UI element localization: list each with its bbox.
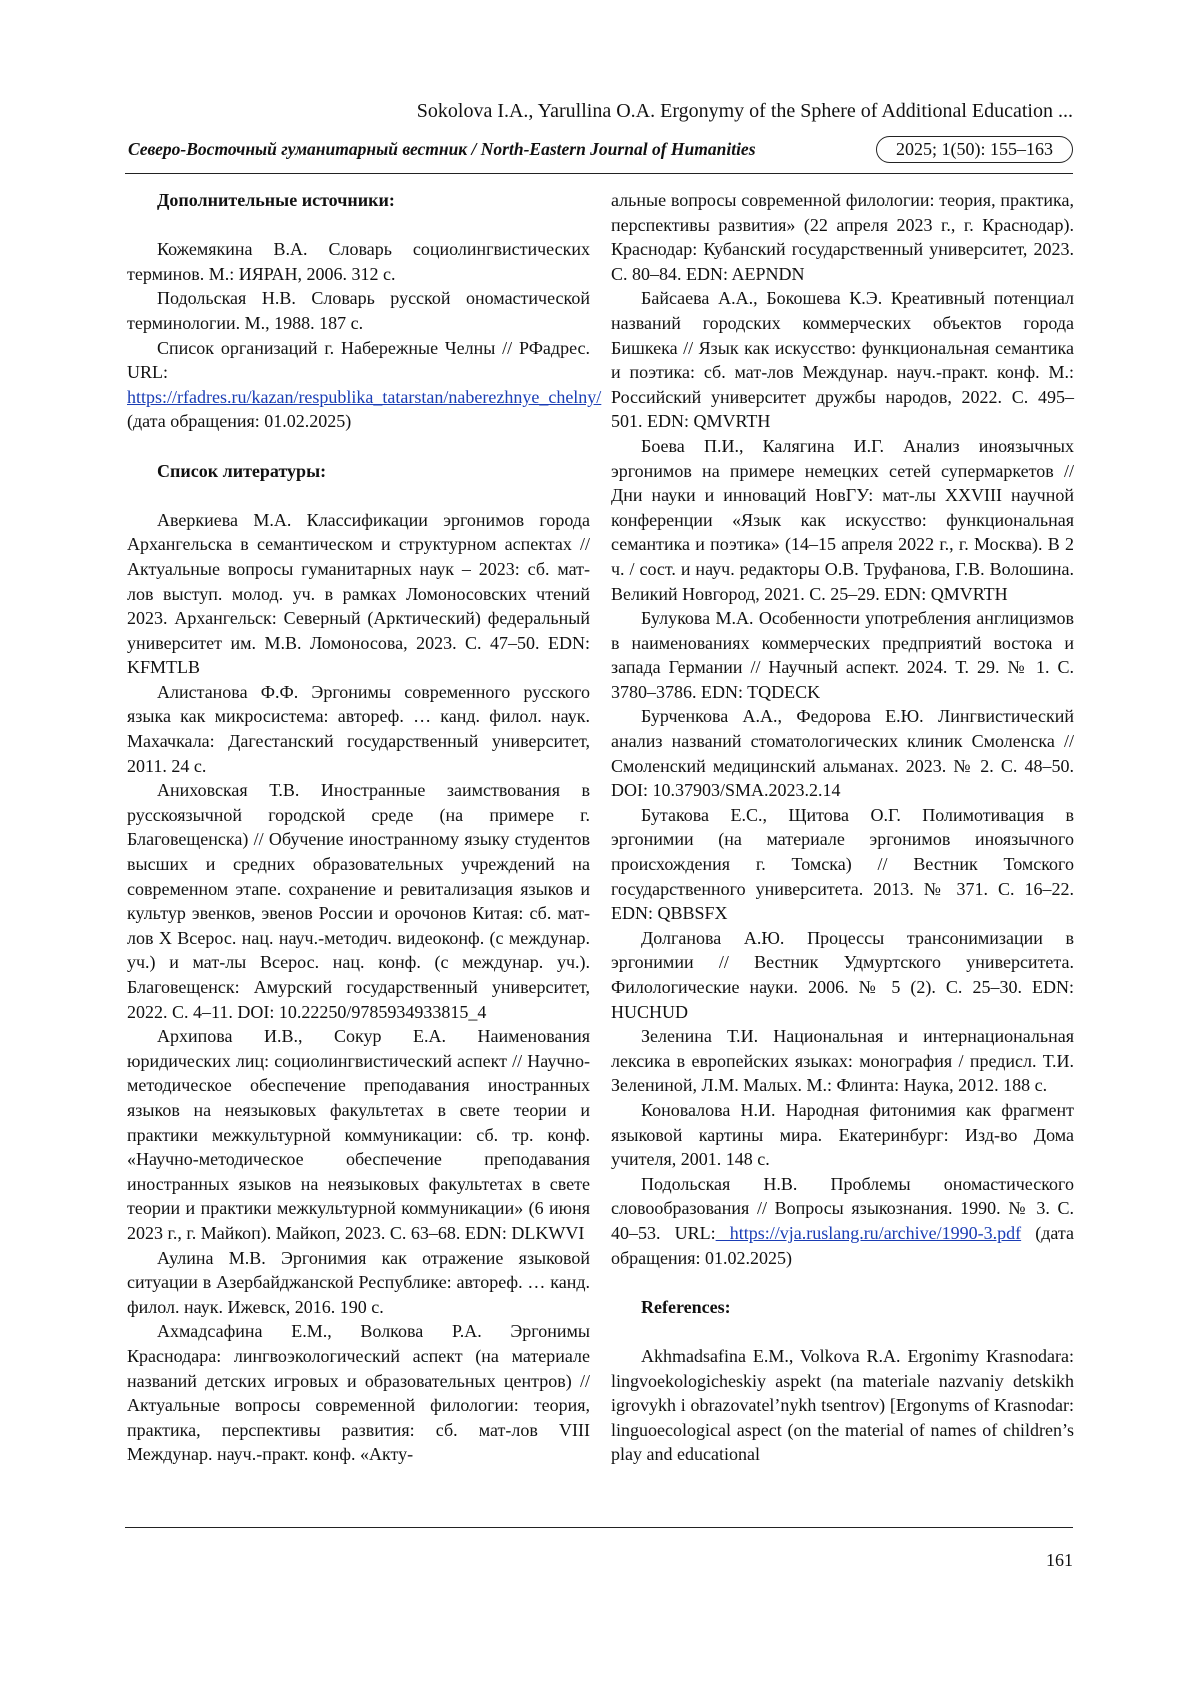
left-column: [127, 188, 602, 1467]
literature-text: Подольская Н.В. Проблемы ономастического словообразования // Вопросы языкознания. 1990. № 3. С. 40–53. URL:: [611, 1173, 1074, 1243]
right-column: [611, 188, 1074, 1467]
rfadres-link[interactable]: https://rfadres.ru/kazan/respublika_tatarstan/naberezhnye_chelny/: [127, 386, 602, 407]
literature-item: Ахмадсафина Е.М., Волкова Р.А. Эргонимы Краснодара: лингвоэкологический аспект (на материале названий детских игровых и образовательных центров) // Актуальные вопросы современной филологии: теория, практика, перспективы развития: сб. мат-лов VIII Междунар. науч.-практ. конф. «Акту-: [127, 1321, 590, 1465]
literature-item: Аулина М.В. Эргонимия как отражение языковой ситуации в Азербайджанской Республике: автореф. … канд. филол. наук. Ижевск, 2016. 190 с.: [127, 1247, 590, 1317]
reference-item: Akhmadsafina E.M., Volkova R.A. Ergonimy Krasnodara: lingvoekologicheskiy aspekt (na materiale nazvaniy detskikh igrovykh i obrazovatel’nykh tsentrov) [Ergonyms of Krasnodar: linguoecological aspect (on the material of names of children’s play and educational: [611, 1345, 1074, 1465]
page-number: 161: [1046, 1550, 1073, 1570]
source-item-org-list: [127, 336, 602, 434]
literature-heading: Список литературы:: [157, 460, 327, 481]
literature-item: Долганова А.Ю. Процессы трансонимизации в эргонимии // Вестник Удмуртского университета. Филологические науки. 2006. № 5 (2). С. 25–30. EDN: HUCHUD: [611, 927, 1074, 1022]
source-text: Список организаций г. Набережные Челны // РФадрес. URL:: [127, 337, 590, 383]
journal-header: [125, 134, 1073, 174]
header-rule: [125, 173, 1073, 174]
literature-item: Бутакова Е.С., Щитова О.Г. Полимотивация в эргонимии (на материале эргонимов иноязычного происхождения г. Томска) // Вестник Томского государственного университета. 2013. № 371. С. 16–22. EDN: QBBSFX: [611, 804, 1074, 924]
literature-item: Архипова И.В., Сокур Е.А. Наименования юридических лиц: социолингвистический аспект // Научно-методическое обеспечение преподавания иностранных языков на неязыковых факультетах в свете теории и практики межкультурной коммуникации: сб. тр. конф. «Научно-методическое обеспечение преподавания иностранных языков на неязыковых факультетах в свете теории и практики межкультурной коммуникации» (6 июня 2023 г., г. Майкоп). Майкоп, 2023. С. 63–68. EDN: DLKWVI: [127, 1026, 590, 1243]
source-item: Кожемякина В.А. Словарь социолингвистических терминов. М.: ИЯРАН, 2006. 312 с.: [127, 239, 590, 284]
literature-text: (дата обращения: 01.02.2025): [611, 1222, 1074, 1268]
literature-item: Боева П.И., Калягина И.Г. Анализ иноязычных эргонимов на примере немецких сетей супермаркетов // Дни науки и инноваций НовГУ: мат-лы XXVIII научной конференции «Язык как искусство: функциональная семантика и поэтика» (14–15 апреля 2022 г., г. Москва). В 2 ч. / сост. и науч. редакторы О.В. Труфанова, Г.В. Волошина. Великий Новгород, 2021. С. 25–29. EDN: QMVRTH: [611, 435, 1074, 604]
source-item: Подольская Н.В. Словарь русской ономастической терминологии. М., 1988. 187 с.: [127, 288, 590, 333]
footer-rule: [125, 1527, 1073, 1528]
running-head: Sokolova I.A., Yarullina O.A. Ergonymy of the Sphere of Additional Education ...: [416, 100, 1073, 122]
literature-item: Аниховская Т.В. Иностранные заимствования в русскоязычной городской среде (на примере г. Благовещенска) // Обучение иностранному языку студентов высших и средних образовательных учреждений на современном этапе. сохранение и ревитализация языков и культур эвенков, эвенов России и орочонов Китая: сб. мат-лов X Всерос. нац. науч.-методич. видеоконф. (с междунар. уч.) и мат-лы Всерос. нац. конф. (с междунар. уч.). Благовещенск: Амурский государственный университет, 2022. С. 4–11. DOI: 10.22250/9785934933815_4: [127, 780, 590, 1022]
literature-item: Алистанова Ф.Ф. Эргонимы современного русского языка как микросистема: автореф. … канд. филол. наук. Махачкала: Дагестанский государственный университет, 2011. 24 с.: [127, 681, 590, 776]
literature-item-continuation: альные вопросы современной филологии: теория, практика, перспективы развития» (22 апреля 2023 г., г. Краснодар). Краснодар: Кубанский государственный университет, 2023. С. 80–84. EDN: AEPNDN: [611, 190, 1074, 284]
literature-item: Байсаева А.А., Бокошева К.Э. Креативный потенциал названий городских коммерческих объектов города Бишкека // Язык как искусство: функциональная семантика и поэтика: сб. мат-лов Междунар. науч.-практ. конф. М.: Российский университет дружбы народов, 2022. С. 495–501. EDN: QMVRTH: [611, 288, 1074, 432]
literature-item: Булукова М.А. Особенности употребления англицизмов в наименованиях коммерческих предприятий востока и запада Германии // Научный аспект. 2024. Т. 29. № 1. С. 3780–3786. EDN: TQDECK: [611, 608, 1074, 702]
vja-link[interactable]: https://vja.ruslang.ru/archive/1990-3.pdf: [715, 1222, 1022, 1243]
journal-title: Северо-Восточный гуманитарный вестник / North-Eastern Journal of Humanities: [128, 139, 756, 159]
literature-item: Коновалова Н.И. Народная фитонимия как фрагмент языковой картины мира. Екатеринбург: Изд-во Дома учителя, 2001. 148 с.: [611, 1099, 1074, 1170]
references-heading: References:: [641, 1296, 731, 1317]
literature-item: Аверкиева М.А. Классификации эргонимов города Архангельска в семантическом и структурном аспектах // Актуальные вопросы гуманитарных наук – 2023: сб. мат-лов выступ. молод. уч. в рамках Ломоносовских чтений 2023. Архангельск: Северный (Арктический) федеральный университет им. М.В. Ломоносова, 2023. С. 47–50. EDN: KFMTLB: [127, 509, 590, 678]
issue-badge: 2025; 1(50): 155–163: [876, 136, 1073, 163]
literature-item: Бурченкова А.А., Федорова Е.Ю. Лингвистический анализ названий стоматологических клиник Смоленска // Смоленский медицинский альманах. 2023. № 2. С. 48–50. DOI: 10.37903/SMA.2023.2.14: [611, 706, 1074, 801]
literature-item: Зеленина Т.И. Национальная и интернациональная лексика в европейских языках: монография / предисл. Т.И. Зелениной, Л.М. Малых. М.: Флинта: Наука, 2012. 188 с.: [611, 1026, 1074, 1096]
source-text: (дата обращения: 01.02.2025): [127, 411, 352, 432]
literature-item-podolskaya: [611, 1172, 1074, 1270]
additional-sources-heading: Дополнительные источники:: [157, 190, 395, 210]
